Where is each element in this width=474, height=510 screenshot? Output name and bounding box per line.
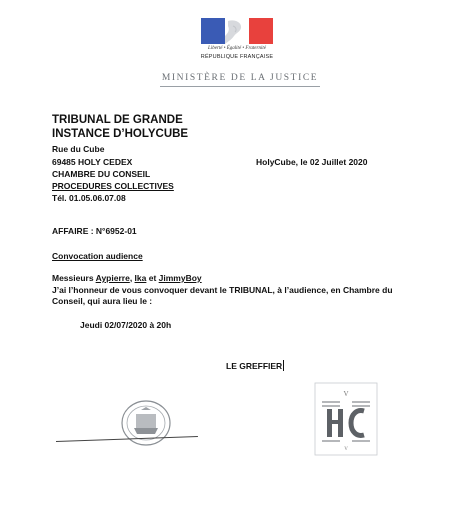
- affaire-number: AFFAIRE : N°6952-01: [52, 226, 137, 236]
- text-cursor: [283, 360, 284, 371]
- street-address: Rue du Cube: [52, 144, 105, 154]
- ministry-title: MINISTÈRE DE LA JUSTICE: [161, 73, 319, 83]
- court-name-line2: INSTANCE D’HOLYCUBE: [52, 128, 189, 140]
- recipients-line: Messieurs Aypierre, Ika et JimmyBoy: [52, 273, 202, 283]
- recipient-name: Aypierre: [95, 273, 130, 283]
- ministry-underline: [160, 86, 320, 87]
- holycube-monogram-logo: [314, 382, 378, 456]
- court-seal-stamp: [119, 398, 173, 448]
- chamber-name: CHAMBRE DU CONSEIL: [52, 169, 151, 179]
- hearing-datetime: Jeudi 02/07/2020 à 20h: [80, 320, 172, 330]
- flag-blue-band: [201, 18, 225, 44]
- svg-text:V: V: [343, 390, 349, 398]
- signatory-title: LE GREFFIER: [226, 361, 283, 371]
- procedures-label: PROCEDURES COLLECTIVES: [52, 181, 174, 191]
- recipient-name: Ika: [134, 273, 147, 283]
- body-line-2: Conseil, qui aura lieu le :: [52, 296, 153, 306]
- city-address: 69485 HOLY CEDEX: [52, 157, 133, 167]
- recipient-name: JimmyBoy: [158, 273, 202, 283]
- republic-motto: Liberté • Égalité • Fraternité: [208, 46, 266, 51]
- phone-number: Tél. 01.05.06.07.08: [52, 193, 126, 203]
- republic-name: RÉPUBLIQUE FRANÇAISE: [200, 54, 274, 60]
- letter-date: HolyCube, le 02 Juillet 2020: [256, 157, 368, 167]
- svg-text:V: V: [344, 447, 348, 452]
- letter-subject: Convocation audience: [52, 251, 143, 261]
- body-line-1: J’ai l’honneur de vous convoquer devant le TRIBUNAL, à l’audience, en Chambre du: [52, 285, 393, 295]
- flag-red-band: [249, 18, 273, 44]
- court-name-line1: TRIBUNAL DE GRANDE: [52, 114, 183, 126]
